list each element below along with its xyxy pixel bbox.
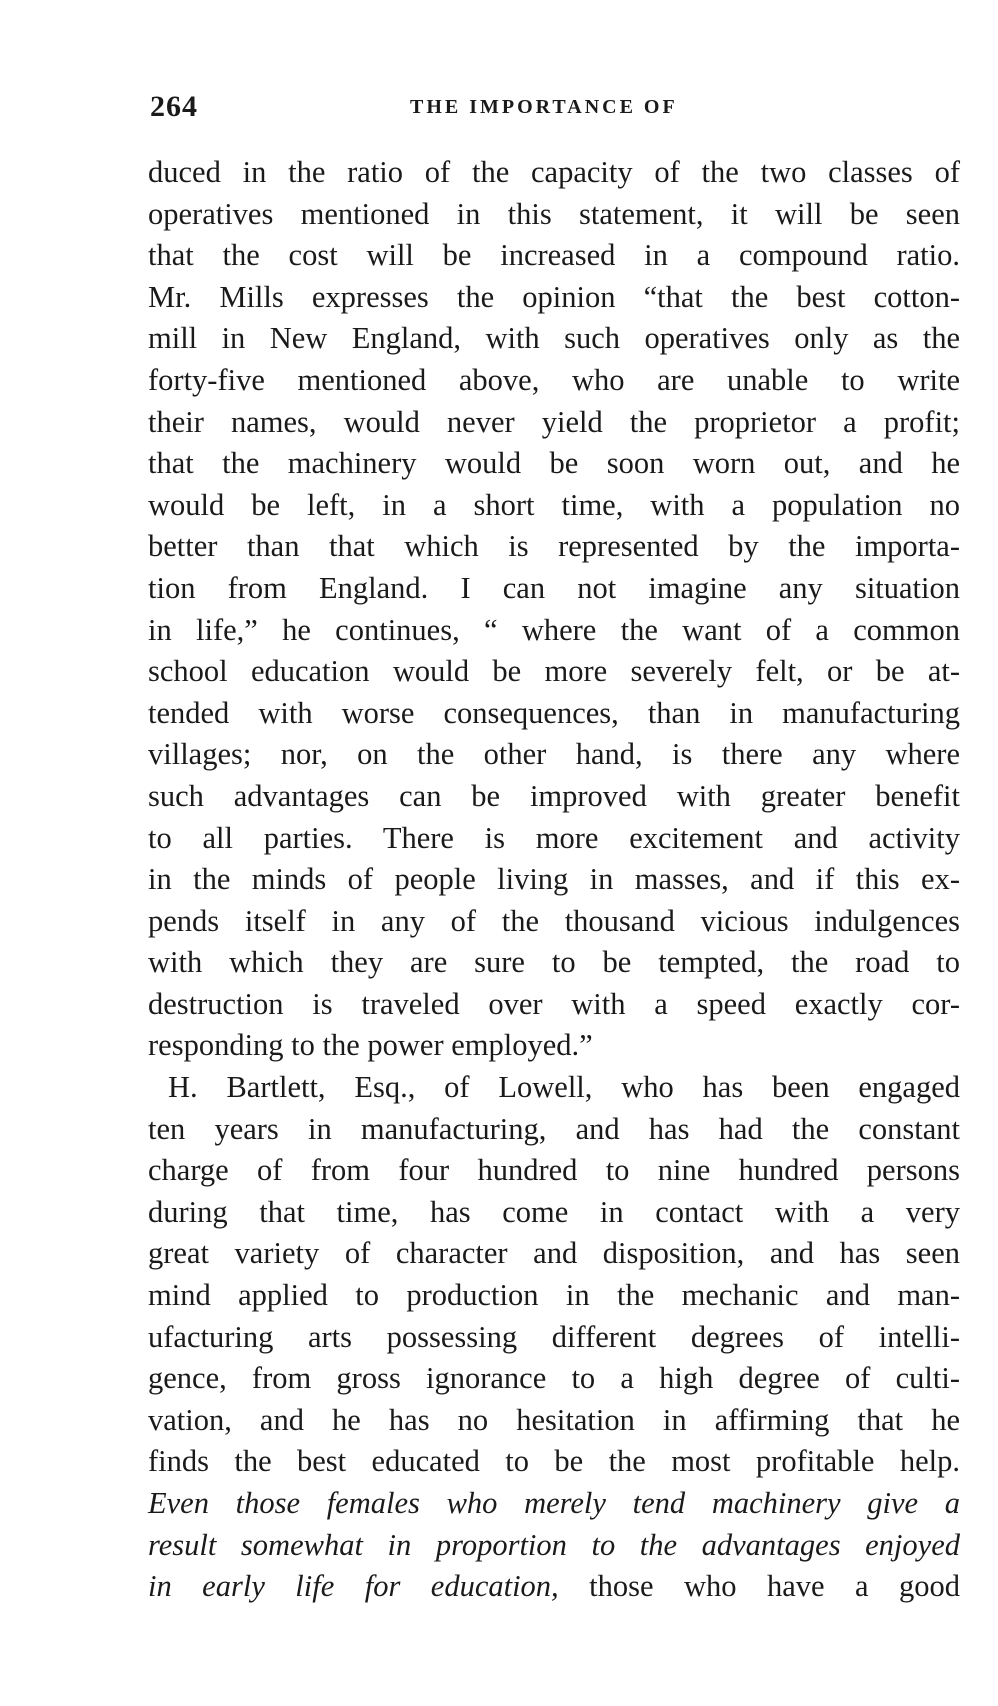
text-line: mind applied to production in the mechanic and man- [148,1278,960,1313]
text-line-paragraph-start: H. Bartlett, Esq., of Lowell, who has been engaged [168,1070,960,1105]
text-line-paragraph-end: responding to the power employed.” [148,1028,593,1063]
running-head [150,90,960,130]
page-number: 264 [150,90,198,123]
text-line: Mr. Mills expresses the opinion “that the best cotton- [148,279,960,314]
text-line: their names, would never yield the proprietor a profit; [148,404,960,439]
text-line: destruction is traveled over with a speed exactly cor- [148,986,960,1021]
text-line-mixed [148,1566,960,1608]
italic-text: result somewhat in proportion to the advantages enjoyed [148,1527,960,1562]
text-line: vation, and he has no hesitation in affirming that he [148,1402,960,1437]
text-line: during that time, has come in contact with a very [148,1194,960,1229]
text-line-italic [148,1525,960,1567]
text-line: such advantages can be improved with greater benefit [148,778,960,813]
text-line: gence, from gross ignorance to a high degree of culti- [148,1361,960,1396]
text-line: villages; nor, on the other hand, is there any where [148,737,960,772]
roman-text: those who have a good [558,1569,960,1604]
text-line: pends itself in any of the thousand vicious indulgences [148,903,960,938]
text-line: ten years in manufacturing, and has had the constant [148,1111,960,1146]
text-line: in the minds of people living in masses, and if this ex- [148,862,960,897]
text-line: tended with worse consequences, than in manufacturing [148,695,960,730]
text-line: charge of from four hundred to nine hundred persons [148,1153,960,1188]
italic-text: Even those females who merely tend machinery give a [148,1486,960,1520]
text-line: with which they are sure to be tempted, the road to [148,945,960,980]
italic-text: in early life for education, [148,1569,559,1604]
running-title: THE IMPORTANCE OF [410,96,678,118]
text-line: that the cost will be increased in a compound ratio. [148,238,960,273]
text-line: that the machinery would be soon worn out, and he [148,446,960,481]
text-line: forty-five mentioned above, who are unable to write [148,362,960,397]
text-line: to all parties. There is more excitement and activity [148,820,960,855]
text-line: finds the best educated to be the most profitable help. [148,1444,960,1479]
text-line: duced in the ratio of the capacity of the two classes of [148,155,960,189]
text-line: school education would be more severely felt, or be at- [148,654,960,689]
body-text [148,152,960,1608]
text-line-italic [148,1483,960,1525]
text-line: operatives mentioned in this statement, it will be seen [148,196,960,231]
text-line: in life,” he continues, “ where the want of a common [148,612,960,647]
text-line: better than that which is represented by the importa- [148,529,960,564]
text-line: ufacturing arts possessing different degrees of intelli- [148,1319,960,1354]
text-line: mill in New England, with such operatives only as the [148,321,960,356]
text-line: tion from England. I can not imagine any situation [148,570,960,605]
text-line: would be left, in a short time, with a population no [148,487,960,522]
text-line: great variety of character and disposition, and has seen [148,1236,960,1271]
